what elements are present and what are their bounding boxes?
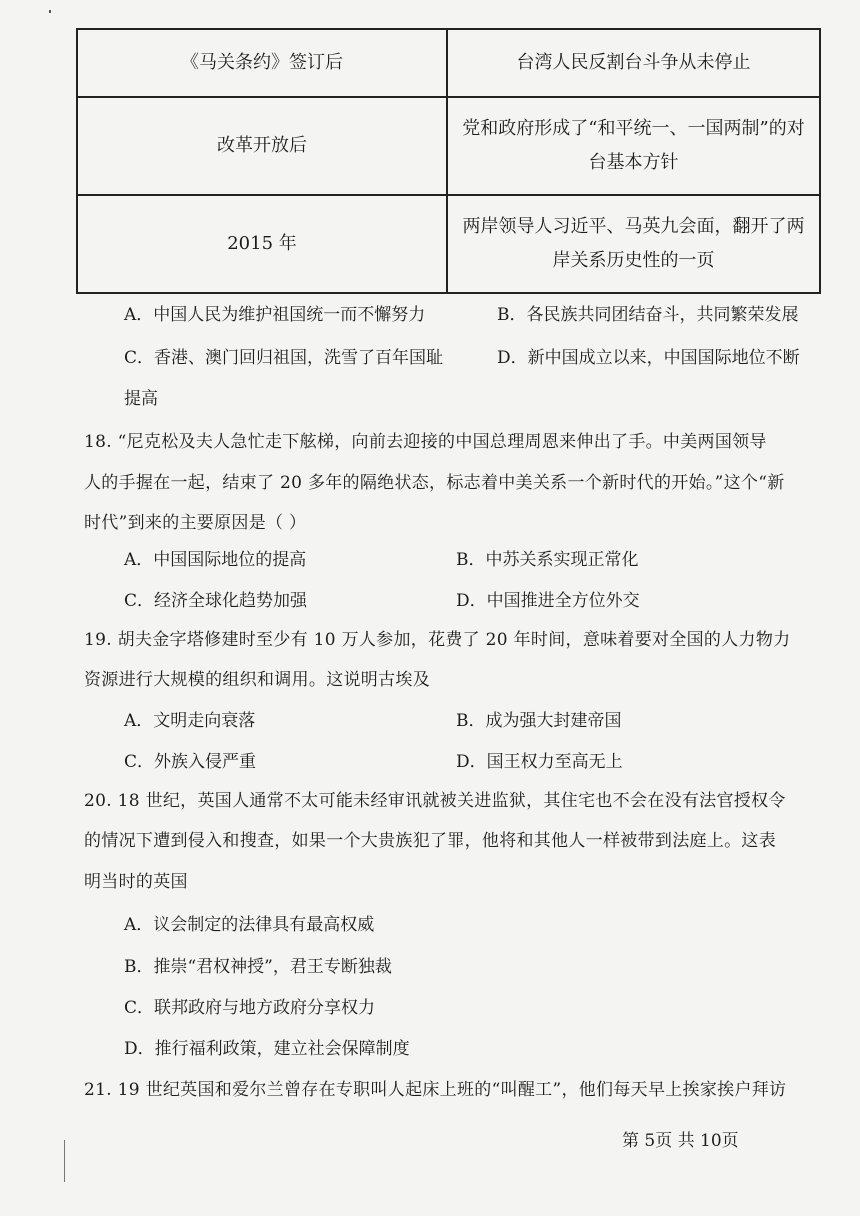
q18-stem-line-1: 18. “尼克松及夫人急忙走下舷梯，向前去迎接的中国总理周恩来伸出了手。中美两国领导 [84, 432, 767, 452]
q20-option-b: B．推崇“君权神授”，君王专断独裁 [124, 957, 392, 977]
q18-stem-line-2: 人的手握在一起，结束了 20 多年的隔绝状态，标志着中美关系一个新时代的开始。”这个“新 [84, 473, 785, 493]
q18-option-b: B．中苏关系实现正常化 [456, 550, 639, 570]
q19-option-b: B．成为强大封建帝国 [456, 711, 622, 731]
q17-option-b: B．各民族共同团结奋斗，共同繁荣发展 [497, 305, 799, 325]
table-row [77, 29, 820, 97]
q20-option-c: C．联邦政府与地方政府分享权力 [124, 998, 376, 1018]
q18-option-c: C．经济全球化趋势加强 [124, 591, 308, 611]
q20-stem-line-2: 的情况下遭到侵入和搜查，如果一个大贵族犯了罪，他将和其他人一样被带到法庭上。这表 [84, 831, 776, 851]
scan-mark [49, 10, 51, 13]
events-table [76, 28, 821, 294]
q19-option-c: C．外族入侵严重 [124, 752, 257, 772]
q20-stem-line-3: 明当时的英国 [84, 872, 188, 892]
page-number: 第 5页 共 10页 [622, 1131, 739, 1151]
table-cell-description: 台湾人民反割台斗争从未停止 [447, 29, 820, 97]
q19-option-a: A．文明走向衰落 [124, 711, 256, 731]
scan-mark [64, 1140, 65, 1182]
table-cell-event: 改革开放后 [77, 97, 447, 195]
q17-option-d: D．新中国成立以来，中国国际地位不断 [497, 348, 800, 368]
q18-option-d: D．中国推进全方位外交 [456, 591, 640, 611]
q17-option-c: C．香港、澳门回归祖国，洗雪了百年国耻 [124, 348, 444, 368]
q17-option-a: A．中国人民为维护祖国统一而不懈努力 [124, 305, 426, 325]
q19-option-d: D．国王权力至高无上 [456, 752, 623, 772]
q18-option-a: A．中国国际地位的提高 [124, 550, 307, 570]
table-cell-description: 党和政府形成了“和平统一、一国两制”的对 台基本方针 [447, 97, 820, 195]
table-cell-description: 两岸领导人习近平、马英九会面，翻开了两 岸关系历史性的一页 [447, 195, 820, 293]
q17-option-d-continued: 提高 [124, 389, 158, 409]
table-row [77, 195, 820, 293]
table-row [77, 97, 820, 195]
q21-stem-line-1: 21. 19 世纪英国和爱尔兰曾存在专职叫人起床上班的“叫醒工”，他们每天早上挨家挨户拜访 [84, 1080, 787, 1100]
q20-stem-line-1: 20. 18 世纪，英国人通常不太可能未经审讯就被关进监狱，其住宅也不会在没有法官授权令 [84, 791, 786, 811]
q20-option-a: A．议会制定的法律具有最高权威 [124, 915, 375, 935]
table-cell-event: 《马关条约》签订后 [77, 29, 447, 97]
q19-stem-line-1: 19. 胡夫金字塔修建时至少有 10 万人参加，花费了 20 年时间，意味着要对全国的人力物力 [84, 630, 791, 650]
q19-stem-line-2: 资源进行大规模的组织和调用。这说明古埃及 [84, 670, 430, 690]
q18-stem-line-3: 时代”到来的主要原因是（ ） [84, 513, 307, 533]
table-cell-event: 2015 年 [77, 195, 447, 293]
q20-option-d: D．推行福利政策，建立社会保障制度 [124, 1039, 410, 1059]
